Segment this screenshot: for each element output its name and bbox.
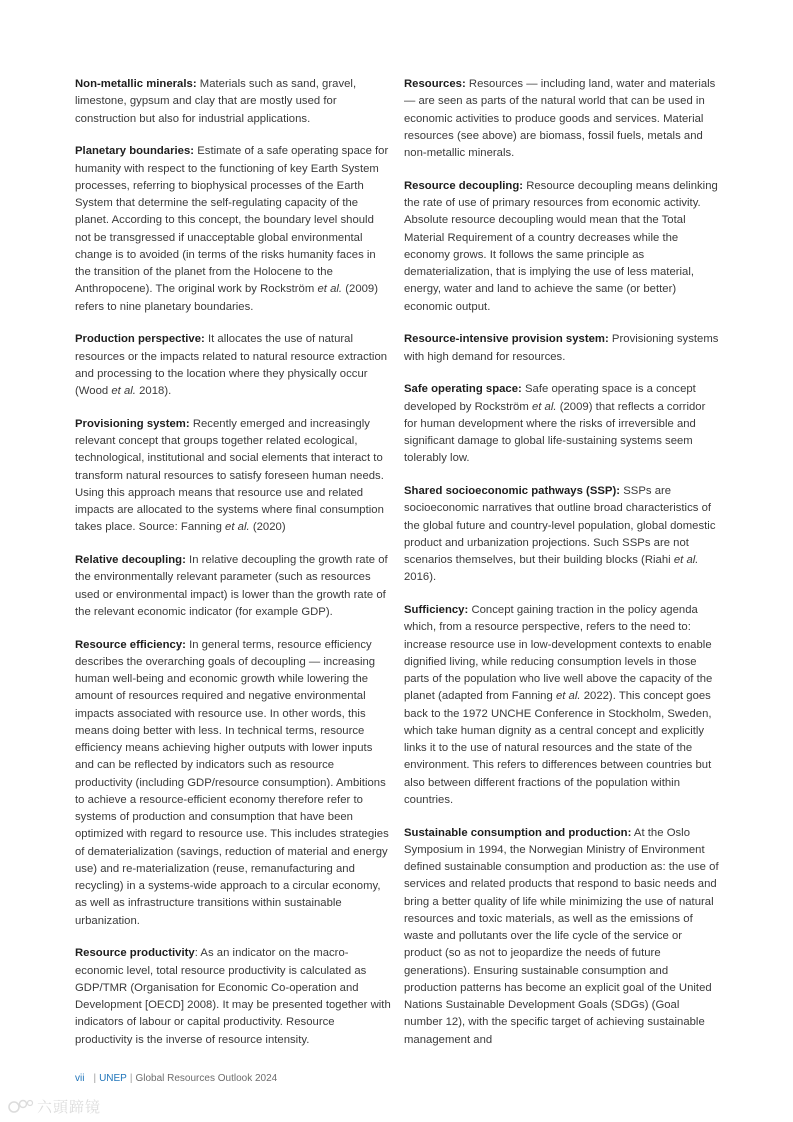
- glossary-entry: [404, 331, 720, 366]
- footer-separator: |: [129, 1073, 133, 1084]
- watermark-text: 六頭蹄镜: [37, 1099, 102, 1116]
- glossary-definition: (2020): [249, 521, 286, 534]
- glossary-definition: SSPs are socioeconomic narratives that outline broad characteristics of the global future and country-level population, global domestic product and urbanization projections. Such SSPs are not scenarios themselves, but their building blocks (Riahi: [404, 485, 716, 566]
- glossary-definition: It allocates the use of natural resources or the impacts related to natural resource extraction and processing to the location where they physically occur (Wood: [75, 333, 388, 397]
- glossary-term: Provisioning system:: [75, 417, 190, 430]
- page-footer: [75, 1073, 277, 1084]
- glossary-entry: [75, 76, 391, 128]
- citation-italic: et al.: [531, 400, 557, 413]
- glossary-term: Production perspective:: [75, 333, 205, 346]
- glossary-definition: At the Oslo Symposium in 1994, the Norwegian Ministry of Environment defined sustainable consumption and production as: the use of services and related products that respond to basic needs and bring a better quality of life while minimizing the use of natural resources and toxic materials, as well as the emissions of waste and pollutants over the life cycle of the service or product (so as not to jeopardize the needs of future generations). Ensuring sustainable consumption and production patterns has become an explicit goal of the United Nations Sustainable Development Goals (SDGs) (Goal number 12), with the specific target of achieving sustainable management and: [404, 826, 719, 1046]
- glossary-term: Safe operating space:: [404, 383, 522, 396]
- glossary-entry: [75, 331, 391, 400]
- glossary-definition: (2009) refers to nine planetary boundaries.: [75, 283, 379, 313]
- glossary-entry: [404, 825, 720, 1049]
- footer-separator: |: [93, 1073, 97, 1084]
- glossary-definition: Resources — including land, water and materials — are seen as parts of the natural world that can be used in economic activities to produce goods and services. Material resources (see above) are biomass, fossil fuels, metals and non-metallic minerals.: [404, 78, 716, 159]
- citation-italic: et al.: [673, 554, 699, 566]
- glossary-definition: Estimate of a safe operating space for humanity with respect to the functioning of key Earth System processes, referring to biophysical processes of the Earth System that determine the self-regulating capacity of the planet. According to this concept, the boundary level should not be transgressed if unacceptable global environmental change is to avoided (in terms of the risks humanity faces in the transition of the planet from the Holocene to the Anthropocene). The original work by Rockström: [75, 145, 389, 296]
- glossary-definition: (2009) that reflects a corridor for human development where the risks of irreversible and significant damage to global life-sustaining systems seem tolerably low.: [404, 400, 706, 465]
- glossary-term: Resource productivity: [75, 947, 195, 960]
- glossary-entry: [404, 483, 720, 587]
- glossary-definition: Provisioning systems with high demand for resources.: [404, 333, 719, 363]
- glossary-entry: [404, 602, 720, 809]
- glossary-entry: [404, 381, 720, 467]
- glossary-definition: : As an indicator on the macro-economic level, total resource productivity is calculated as GDP/TMR (Organisation for Economic Co-operation and Development [OECD] 2008). It may be presented together with indicators of labour or capital productivity. Resource productivity is the inverse of resource intensity.: [75, 947, 391, 1046]
- glossary-definition: Resource decoupling means delinking the rate of use of primary resources from economic activity. Absolute resource decoupling would mean that the Total Material Requirement of a country decreases while the economy grows. It follows the same principle as dematerialization, that is implying the use of less material, energy, water and land to achieve the same (or better) economic output.: [404, 179, 718, 313]
- glossary-definition: 2016).: [404, 571, 437, 584]
- glossary-entry: [75, 416, 391, 537]
- glossary-entry: [75, 945, 391, 1049]
- glossary-definition: In relative decoupling the growth rate of the environmentally relevant parameter (such as resources used or environmental impact) is lower than the growth rate of the relevant economic indicator (for example GDP).: [75, 554, 388, 618]
- glossary-definition: Concept gaining traction in the policy agenda which, from a resource perspective, refers to the need to: increase resource use in low-development contexts to enable dignified living, while reducing consumption levels in those parts of the population who live well above the capacity of the planet (adapted from Fanning: [404, 604, 713, 703]
- glossary-entry: [75, 143, 391, 316]
- glossary-entry: [404, 178, 720, 316]
- glossary-definition: Safe operating space is a concept developed by Rockström: [404, 383, 696, 413]
- glossary-entry: [404, 76, 720, 162]
- citation-italic: et al.: [111, 385, 136, 397]
- glossary-term: Resources:: [404, 78, 466, 90]
- glossary-term: Sustainable consumption and production:: [404, 826, 632, 839]
- footer-org: UNEP: [99, 1073, 127, 1084]
- glossary-definition: 2018).: [135, 385, 172, 397]
- page-number: vii: [75, 1073, 85, 1084]
- glossary-left-column: [75, 76, 391, 1064]
- watermark: [8, 1096, 101, 1117]
- glossary-term: Planetary boundaries:: [75, 145, 195, 158]
- glossary-term: Resource efficiency:: [75, 638, 186, 651]
- glossary-entry: [75, 637, 391, 930]
- footer-report-title: Global Resources Outlook 2024: [135, 1073, 278, 1084]
- glossary-term: Resource decoupling:: [404, 179, 524, 192]
- glossary-definition: 2022). This concept goes back to the 1972 UNCHE Conference in Stockholm, Sweden, which take human dignity as a central concept and explicitly links it to the use of natural resources and the state of the environment. This refers to differences between countries but also between different fractions of the population within countries.: [404, 690, 712, 806]
- glossary-definition: Recently emerged and increasingly relevant concept that groups together related ecological, technological, institutional and social elements that interact to transform natural resources to satisfy foreseen human needs. Using this approach means that resource use and related impacts are allocated to the systems where final consumption takes place. Source: Fanning: [75, 417, 384, 534]
- logo-mark-icon: [8, 1098, 34, 1114]
- glossary-entry: [75, 552, 391, 621]
- glossary-definition: In general terms, resource efficiency describes the overarching goals of decoupling — increasing human well-being and economic growth while lowering the amount of resources required and negative environmental impacts associated with resource use. In other words, this means doing better with less. In technical terms, resource efficiency means achieving higher outputs with lower inputs and can be reflected by indicators such as resource productivity (including GDP/resource consumption). Ambitions to achieve a resource-efficient economy therefore refer to systems of production and consumption that have been optimized with regard to resource use. This includes strategies of dematerialization (savings, reduction of material and energy use) and re-materialization (reuse, remanufacturing and recycling) in a systems-wide approach to a circular economy, as well as infrastructure transitions within sustainable urbanization.: [75, 638, 389, 927]
- citation-italic: et al.: [555, 690, 581, 703]
- citation-italic: et al.: [225, 521, 250, 534]
- glossary-term: Non-metallic minerals:: [75, 78, 197, 90]
- glossary-term: Relative decoupling:: [75, 554, 186, 566]
- glossary-definition: Materials such as sand, gravel, limestone, gypsum and clay that are mostly used for construction but also for industrial applications.: [75, 78, 357, 125]
- glossary-right-column: [404, 76, 720, 1064]
- glossary-term: Resource-intensive provision system:: [404, 333, 609, 346]
- glossary-term: Shared socioeconomic pathways (SSP):: [404, 485, 621, 497]
- glossary-term: Sufficiency:: [404, 604, 469, 616]
- citation-italic: et al.: [317, 283, 343, 296]
